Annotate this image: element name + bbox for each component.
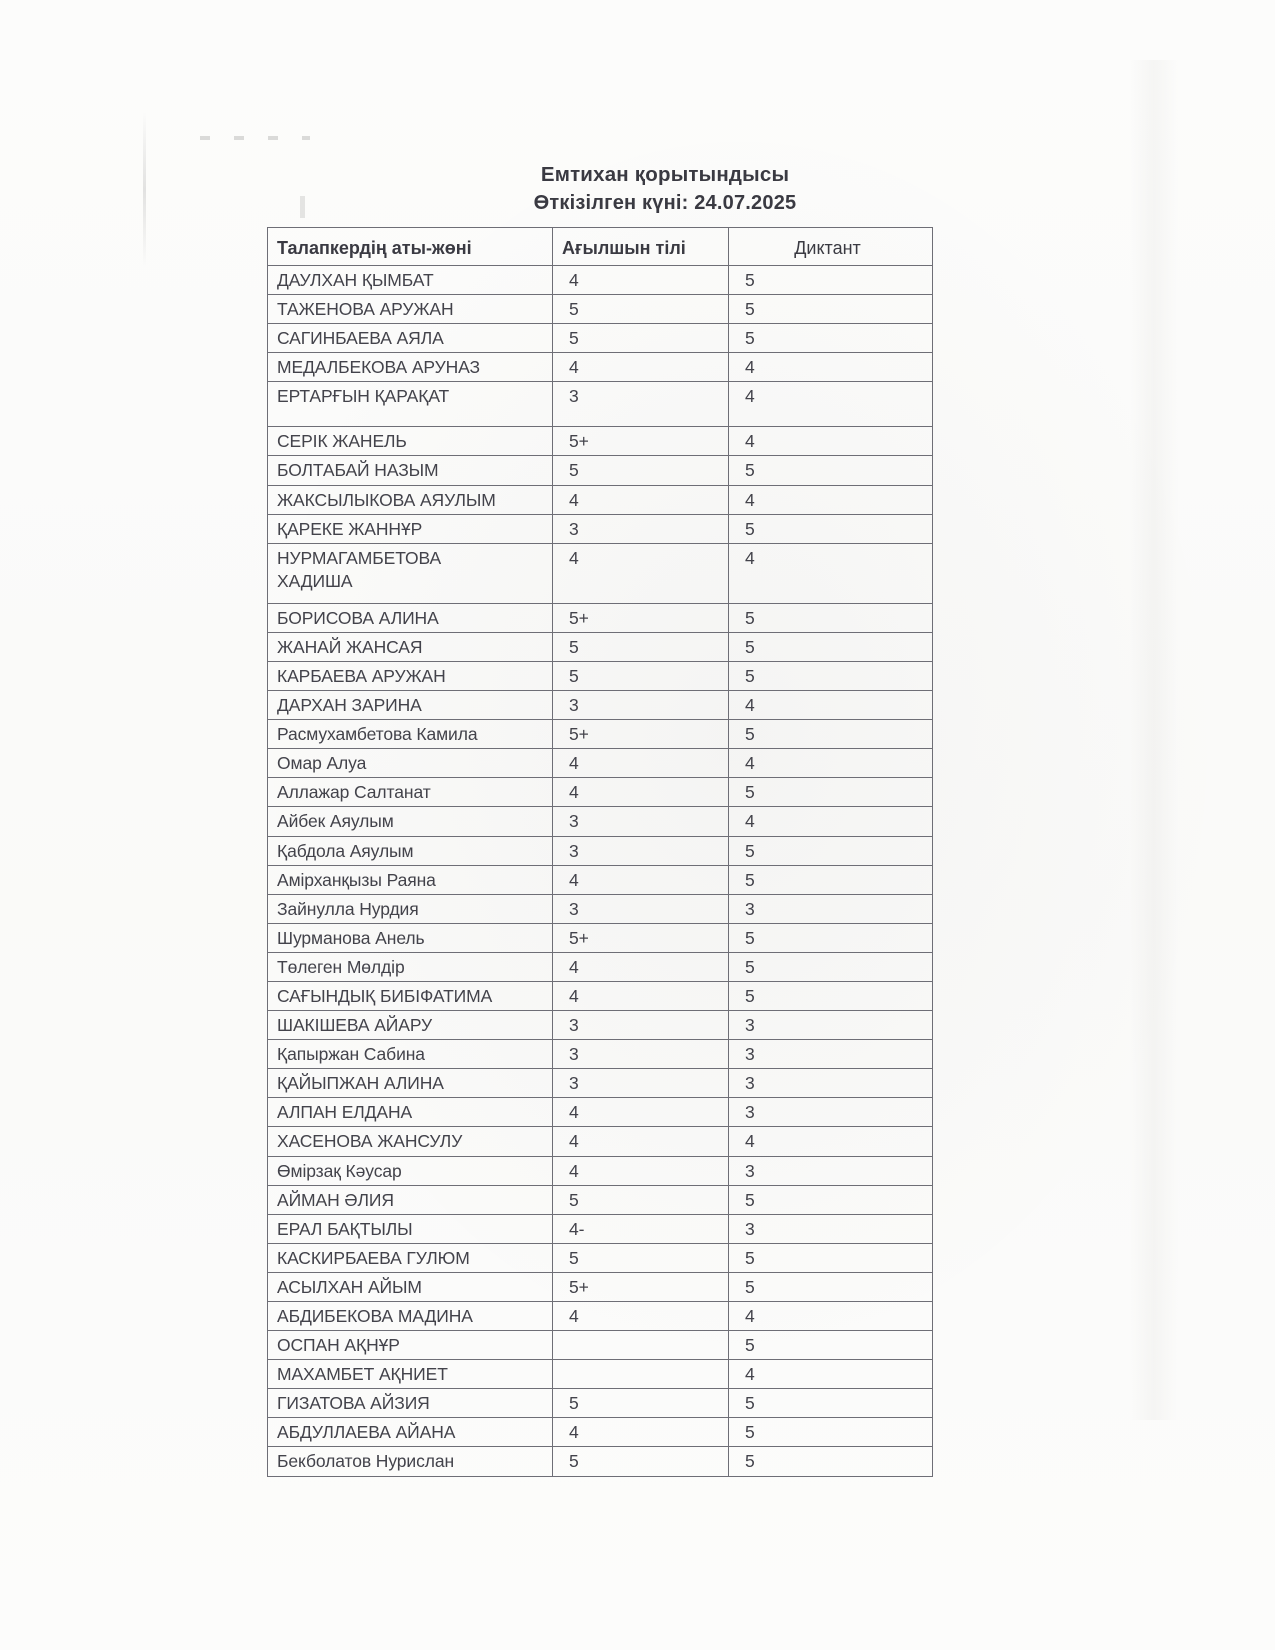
dictation-grade: 5 [745, 665, 755, 686]
dictation-grade-cell [729, 1156, 933, 1185]
student-name-cell [268, 1272, 553, 1301]
english-grade-cell [553, 353, 729, 382]
english-grade-cell [553, 382, 729, 427]
english-grade: 4 [569, 1160, 579, 1181]
dictation-grade-cell [729, 1214, 933, 1243]
dictation-grade: 3 [745, 1218, 755, 1239]
student-name-cell [268, 382, 553, 427]
dictation-grade-cell [729, 514, 933, 543]
english-grade: 3 [569, 1073, 579, 1094]
table-row [268, 1272, 933, 1301]
english-grade: 5+ [569, 1276, 589, 1297]
table-row [268, 543, 933, 603]
student-name: ОСПАН АҚНҰР [277, 1335, 400, 1356]
table-row [268, 1418, 933, 1447]
english-grade: 4 [569, 869, 579, 890]
english-grade: 4 [569, 753, 579, 774]
results-table-body [268, 266, 933, 1477]
table-row [268, 1098, 933, 1127]
dictation-grade-cell [729, 1098, 933, 1127]
english-grade-cell [553, 1185, 729, 1214]
dictation-grade: 5 [745, 724, 755, 745]
student-name: ХАСЕНОВА ЖАНСУЛУ [277, 1131, 463, 1152]
student-name-cell [268, 923, 553, 952]
english-grade: 5 [569, 299, 579, 320]
english-grade-cell [553, 266, 729, 295]
english-grade-cell [553, 1447, 729, 1476]
student-name-cell [268, 1447, 553, 1476]
student-name-cell [268, 1243, 553, 1272]
english-grade-cell [553, 1214, 729, 1243]
document-date: Өткізілген күні: 24.07.2025 [533, 192, 797, 214]
dictation-grade: 4 [745, 1364, 755, 1385]
student-name: АБДУЛЛАЕВА АЙАНА [277, 1422, 456, 1443]
student-name-cell [268, 266, 553, 295]
dictation-grade: 3 [745, 898, 755, 919]
dictation-grade: 5 [745, 985, 755, 1006]
scan-artifact [300, 196, 305, 218]
dictation-grade: 5 [745, 299, 755, 320]
dictation-grade: 5 [745, 607, 755, 628]
dictation-grade: 4 [745, 695, 755, 716]
english-grade: 5 [569, 328, 579, 349]
english-grade-cell [553, 324, 729, 353]
table-row [268, 295, 933, 324]
dictation-grade-cell [729, 836, 933, 865]
student-name: КАСКИРБАЕВА ГУЛЮМ [277, 1247, 470, 1268]
table-row [268, 952, 933, 981]
english-grade-cell [553, 1418, 729, 1447]
student-name-cell [268, 720, 553, 749]
dictation-grade: 5 [745, 782, 755, 803]
student-name: АЛПАН ЕЛДАНА [277, 1102, 413, 1123]
english-grade-cell [553, 778, 729, 807]
english-grade: 5 [569, 1393, 579, 1414]
table-row [268, 1185, 933, 1214]
student-name-cell [268, 749, 553, 778]
student-name-cell [268, 952, 553, 981]
english-grade-cell [553, 691, 729, 720]
english-grade: 4 [569, 782, 579, 803]
table-row [268, 778, 933, 807]
dictation-grade-cell [729, 1011, 933, 1040]
student-name: СЕРІК ЖАНЕЛЬ [277, 431, 407, 452]
student-name: Расмухамбетова Камила [277, 724, 478, 745]
column-header-applicant-name: Талапкердің аты-жөні [268, 228, 553, 266]
student-name-cell [268, 1040, 553, 1069]
english-grade: 5+ [569, 724, 589, 745]
english-grade-cell [553, 543, 729, 603]
english-grade: 3 [569, 386, 579, 407]
dictation-grade-cell [729, 981, 933, 1010]
results-table [267, 227, 933, 1477]
dictation-grade: 5 [745, 1335, 755, 1356]
student-name-cell [268, 324, 553, 353]
student-name: ҚАЙЫПЖАН АЛИНА [277, 1073, 444, 1094]
student-name-cell [268, 514, 553, 543]
student-name-cell [268, 1011, 553, 1040]
dictation-grade-cell [729, 1331, 933, 1360]
student-name: БОЛТАБАЙ НАЗЫМ [277, 460, 439, 481]
dictation-grade-cell [729, 543, 933, 603]
table-row [268, 691, 933, 720]
student-name: ЖАКСЫЛЫКОВА АЯУЛЫМ [277, 489, 496, 510]
dictation-grade: 5 [745, 1393, 755, 1414]
dictation-grade-cell [729, 1069, 933, 1098]
table-row [268, 1040, 933, 1069]
table-row [268, 720, 933, 749]
english-grade-cell [553, 661, 729, 690]
english-grade: 4 [569, 1131, 579, 1152]
student-name: ҚАРЕКЕ ЖАННҰР [277, 518, 423, 539]
english-grade: 4 [569, 1422, 579, 1443]
table-row [268, 1243, 933, 1272]
english-grade: 5 [569, 1189, 579, 1210]
dictation-grade-cell [729, 1040, 933, 1069]
dictation-grade-cell [729, 1302, 933, 1331]
student-name: ШАКІШЕВА АЙАРУ [277, 1015, 433, 1036]
student-name: Амірханқызы Раяна [277, 869, 436, 890]
english-grade: 4 [569, 489, 579, 510]
student-name-cell [268, 295, 553, 324]
english-grade-cell [553, 514, 729, 543]
student-name-cell [268, 1389, 553, 1418]
dictation-grade-cell [729, 1272, 933, 1301]
student-name: МАХАМБЕТ АҚНИЕТ [277, 1364, 448, 1385]
dictation-grade-cell [729, 749, 933, 778]
english-grade: 3 [569, 518, 579, 539]
dictation-grade: 5 [745, 869, 755, 890]
dictation-grade: 5 [745, 956, 755, 977]
table-row [268, 353, 933, 382]
dictation-grade: 4 [745, 753, 755, 774]
student-name: МЕДАЛБЕКОВА АРУНАЗ [277, 357, 480, 378]
table-row [268, 382, 933, 427]
dictation-grade: 5 [745, 270, 755, 290]
english-grade-cell [553, 1331, 729, 1360]
student-name-cell [268, 632, 553, 661]
dictation-grade-cell [729, 923, 933, 952]
table-row [268, 266, 933, 295]
student-name-cell [268, 894, 553, 923]
dictation-grade-cell [729, 427, 933, 456]
student-name-cell [268, 1127, 553, 1156]
dictation-grade: 4 [745, 357, 755, 378]
dictation-grade-cell [729, 632, 933, 661]
student-name: БОРИСОВА АЛИНА [277, 607, 439, 628]
table-row [268, 865, 933, 894]
english-grade-cell [553, 295, 729, 324]
document-title: Емтихан қорытындысы [540, 163, 790, 186]
english-grade: 5 [569, 636, 579, 657]
table-row [268, 894, 933, 923]
dictation-grade: 3 [745, 1044, 755, 1065]
english-grade: 4 [569, 1306, 579, 1326]
student-name-cell [268, 691, 553, 720]
table-row [268, 603, 933, 632]
dictation-grade: 3 [745, 1015, 755, 1036]
dictation-grade-cell [729, 865, 933, 894]
dictation-grade-cell [729, 295, 933, 324]
english-grade: 5+ [569, 431, 589, 452]
dictation-grade-cell [729, 1127, 933, 1156]
student-name: Айбек Аяулым [277, 811, 394, 832]
english-grade: 3 [569, 898, 579, 919]
english-grade-cell [553, 952, 729, 981]
student-name-cell [268, 1156, 553, 1185]
english-grade-cell [553, 1069, 729, 1098]
dictation-grade: 4 [745, 811, 755, 832]
scan-artifact [143, 112, 146, 267]
table-row [268, 632, 933, 661]
english-grade-cell [553, 1127, 729, 1156]
english-grade-cell [553, 807, 729, 836]
student-name: Төлеген Мөлдір [277, 956, 405, 977]
student-name: Бекболатов Нурислан [277, 1451, 455, 1472]
dictation-grade-cell [729, 485, 933, 514]
column-header-english-language: Ағылшын тілі [553, 228, 729, 266]
table-row [268, 1447, 933, 1476]
student-name: ДАРХАН ЗАРИНА [277, 695, 422, 716]
english-grade-cell [553, 1360, 729, 1389]
student-name: САҒЫНДЫҚ БИБІФАТИМА [277, 985, 493, 1006]
english-grade: 3 [569, 1015, 579, 1036]
student-name-cell [268, 661, 553, 690]
table-row [268, 1360, 933, 1389]
english-grade-cell [553, 749, 729, 778]
dictation-grade: 5 [745, 328, 755, 349]
dictation-grade: 3 [745, 1160, 755, 1181]
english-grade: 5+ [569, 607, 589, 628]
dictation-grade-cell [729, 894, 933, 923]
dictation-grade: 5 [745, 1422, 755, 1443]
student-name: Омар Алуа [277, 753, 367, 774]
dictation-grade-cell [729, 1243, 933, 1272]
english-grade-cell [553, 1156, 729, 1185]
dictation-grade: 5 [745, 840, 755, 861]
english-grade: 4 [569, 270, 579, 290]
dictation-grade-cell [729, 1418, 933, 1447]
dictation-grade-cell [729, 720, 933, 749]
student-name-cell [268, 865, 553, 894]
english-grade-cell [553, 1272, 729, 1301]
english-grade-cell [553, 720, 729, 749]
english-grade: 4 [569, 956, 579, 977]
table-row [268, 1069, 933, 1098]
dictation-grade: 3 [745, 1102, 755, 1123]
english-grade-cell [553, 836, 729, 865]
dictation-grade: 5 [745, 1189, 755, 1210]
english-grade: 5 [569, 1451, 579, 1472]
student-name-cell [268, 1331, 553, 1360]
english-grade: 5 [569, 460, 579, 481]
scan-artifact [1130, 60, 1178, 1420]
dictation-grade-cell [729, 1360, 933, 1389]
table-row [268, 807, 933, 836]
student-name: ЕРАЛ БАҚТЫЛЫ [277, 1218, 413, 1239]
english-grade-cell [553, 865, 729, 894]
student-name-cell [268, 353, 553, 382]
student-name: НУРМАГАМБЕТОВА ХАДИША [277, 547, 442, 591]
english-grade-cell [553, 427, 729, 456]
student-name: АЙМАН ӘЛИЯ [277, 1189, 394, 1210]
student-name-cell [268, 543, 553, 603]
student-name-cell [268, 1098, 553, 1127]
dictation-grade: 4 [745, 431, 755, 452]
student-name-cell [268, 603, 553, 632]
table-row [268, 456, 933, 485]
dictation-grade-cell [729, 1185, 933, 1214]
student-name-cell [268, 1069, 553, 1098]
table-row [268, 1127, 933, 1156]
english-grade: 3 [569, 695, 579, 716]
student-name: КАРБАЕВА АРУЖАН [277, 665, 446, 686]
dictation-grade: 5 [745, 1276, 755, 1297]
table-row [268, 1389, 933, 1418]
english-grade-cell [553, 1098, 729, 1127]
english-grade-cell [553, 981, 729, 1010]
student-name: САГИНБАЕВА АЯЛА [277, 328, 444, 349]
student-name: Зайнулла Нурдия [277, 898, 419, 919]
english-grade-cell [553, 923, 729, 952]
english-grade-cell [553, 1040, 729, 1069]
student-name-cell [268, 456, 553, 485]
dictation-grade-cell [729, 661, 933, 690]
english-grade: 4 [569, 547, 579, 568]
table-row [268, 1331, 933, 1360]
dictation-grade-cell [729, 456, 933, 485]
dictation-grade-cell [729, 778, 933, 807]
student-name: АСЫЛХАН АЙЫМ [277, 1276, 422, 1297]
dictation-grade: 4 [745, 1131, 755, 1152]
dictation-grade: 5 [745, 636, 755, 657]
student-name: ГИЗАТОВА АЙЗИЯ [277, 1393, 430, 1414]
english-grade-cell [553, 1389, 729, 1418]
student-name-cell [268, 981, 553, 1010]
dictation-grade-cell [729, 324, 933, 353]
dictation-grade: 4 [745, 489, 755, 510]
dictation-grade: 5 [745, 460, 755, 481]
table-row [268, 661, 933, 690]
student-name-cell [268, 1302, 553, 1331]
english-grade: 3 [569, 811, 579, 832]
student-name: ТАЖЕНОВА АРУЖАН [277, 299, 454, 320]
table-row [268, 427, 933, 456]
dictation-grade: 5 [745, 518, 755, 539]
student-name: Қабдола Аяулым [277, 840, 414, 861]
dictation-grade-cell [729, 1389, 933, 1418]
dictation-grade: 5 [745, 1451, 755, 1472]
english-grade-cell [553, 603, 729, 632]
document-header [400, 160, 930, 218]
english-grade: 4- [569, 1218, 585, 1239]
english-grade: 4 [569, 985, 579, 1006]
table-row [268, 485, 933, 514]
english-grade: 4 [569, 1102, 579, 1123]
student-name-cell [268, 1360, 553, 1389]
student-name-cell [268, 778, 553, 807]
scan-artifact [200, 136, 310, 140]
student-name-cell [268, 1418, 553, 1447]
table-row [268, 1214, 933, 1243]
english-grade: 5 [569, 1247, 579, 1268]
english-grade: 4 [569, 357, 579, 378]
student-name: Өмірзақ Кәусар [277, 1160, 402, 1181]
student-name-cell [268, 1185, 553, 1214]
table-row [268, 749, 933, 778]
table-row [268, 1156, 933, 1185]
table-row [268, 923, 933, 952]
table-row [268, 836, 933, 865]
english-grade: 5+ [569, 927, 589, 948]
english-grade-cell [553, 1011, 729, 1040]
student-name: Аллажар Салтанат [277, 782, 431, 803]
student-name: АБДИБЕКОВА МАДИНА [277, 1306, 473, 1326]
header-row [268, 228, 933, 266]
english-grade-cell [553, 632, 729, 661]
english-grade: 5 [569, 665, 579, 686]
dictation-grade-cell [729, 691, 933, 720]
english-grade: 3 [569, 840, 579, 861]
student-name-cell [268, 427, 553, 456]
dictation-grade-cell [729, 807, 933, 836]
column-header-dictation: Диктант [729, 228, 933, 266]
dictation-grade: 5 [745, 927, 755, 948]
student-name: ЖАНАЙ ЖАНСАЯ [277, 636, 423, 657]
english-grade-cell [553, 485, 729, 514]
student-name-cell [268, 1214, 553, 1243]
dictation-grade: 4 [745, 547, 755, 568]
english-grade-cell [553, 894, 729, 923]
dictation-grade-cell [729, 603, 933, 632]
table-row [268, 514, 933, 543]
english-grade-cell [553, 1243, 729, 1272]
dictation-grade-cell [729, 1447, 933, 1476]
english-grade-cell [553, 456, 729, 485]
table-row [268, 1302, 933, 1331]
dictation-grade-cell [729, 353, 933, 382]
table-row [268, 1011, 933, 1040]
dictation-grade-cell [729, 266, 933, 295]
student-name: ДАУЛХАН ҚЫМБАТ [277, 270, 434, 290]
dictation-grade-cell [729, 952, 933, 981]
student-name: Қапыржан Сабина [277, 1044, 425, 1065]
dictation-grade-cell [729, 382, 933, 427]
table-row [268, 324, 933, 353]
dictation-grade: 3 [745, 1073, 755, 1094]
dictation-grade: 4 [745, 1306, 755, 1326]
student-name: Шурманова Анель [277, 927, 425, 948]
english-grade: 3 [569, 1044, 579, 1065]
student-name-cell [268, 485, 553, 514]
student-name-cell [268, 836, 553, 865]
student-name: ЕРТАРҒЫН ҚАРАҚАТ [277, 386, 450, 407]
dictation-grade: 4 [745, 386, 755, 407]
english-grade-cell [553, 1302, 729, 1331]
student-name-cell [268, 807, 553, 836]
table-row [268, 981, 933, 1010]
dictation-grade: 5 [745, 1247, 755, 1268]
